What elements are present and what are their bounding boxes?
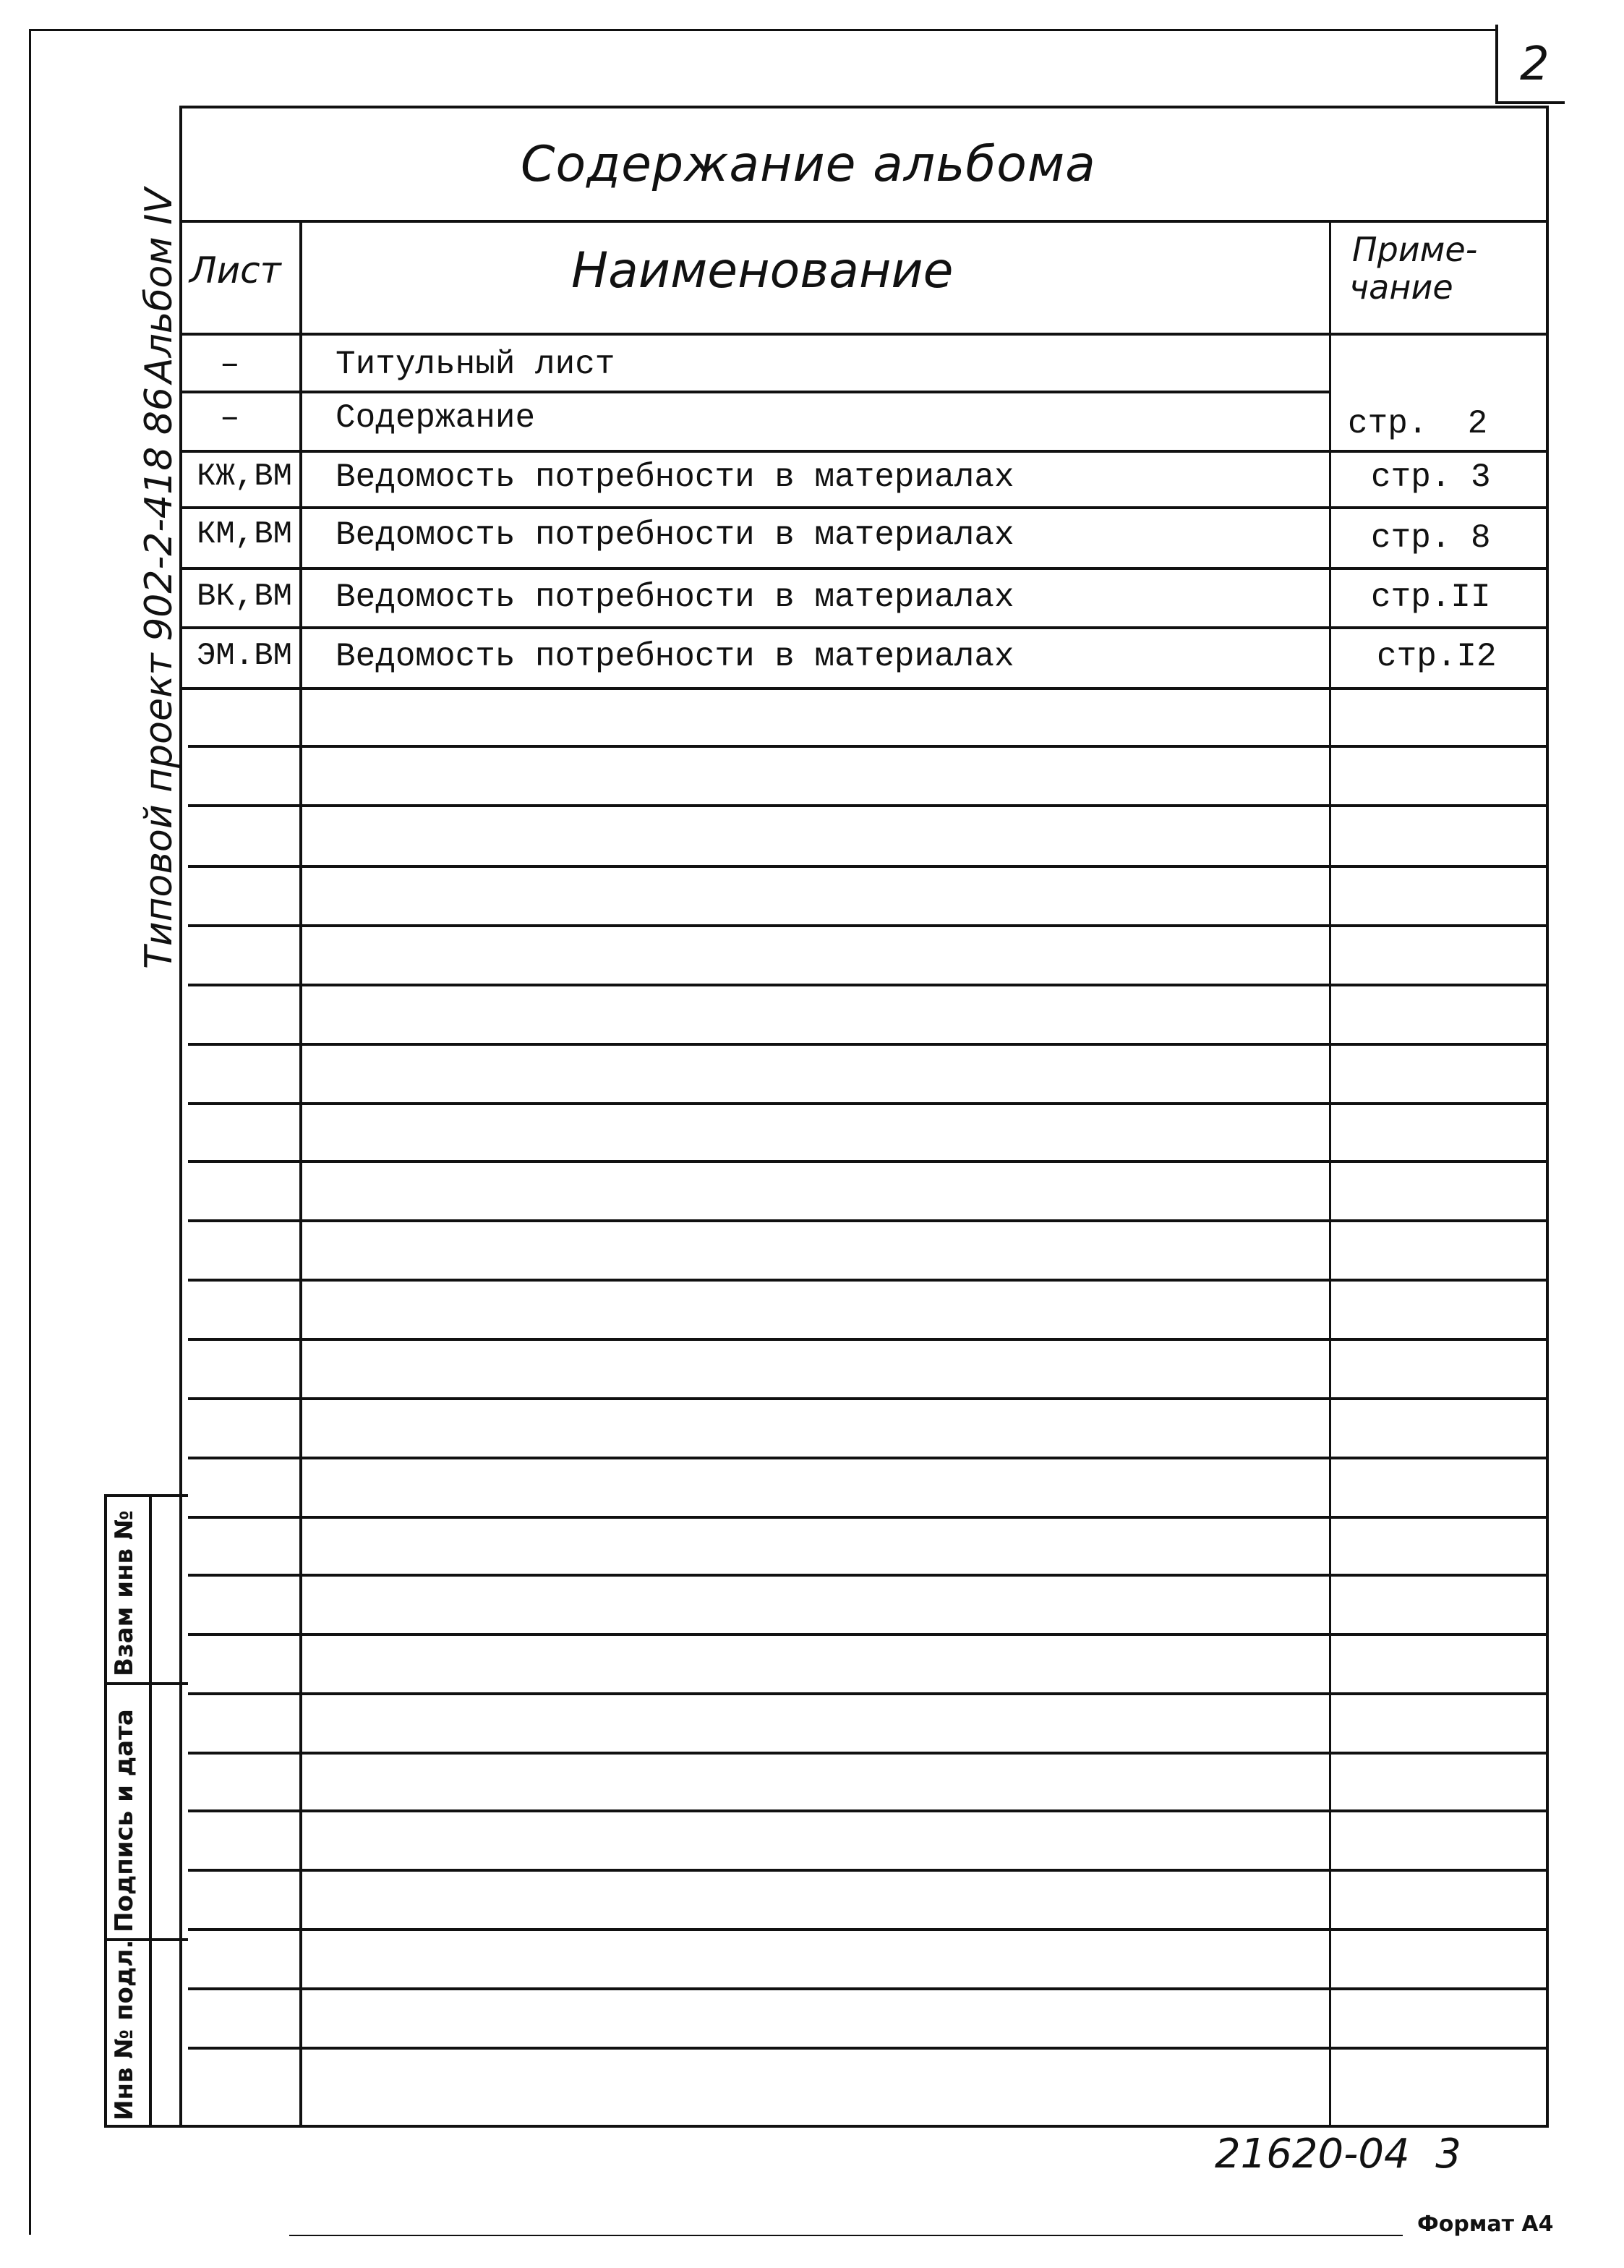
row-note: стр. 3 — [1371, 459, 1491, 496]
row-sheet: ЭМ.ВМ — [197, 638, 293, 674]
main-frame-right — [1546, 106, 1549, 2128]
row-divider — [188, 1043, 1546, 1046]
row-divider — [188, 1752, 1546, 1755]
row-sheet: КМ,ВМ — [197, 516, 293, 553]
stamp-label-inv-podl: Инв № подл. — [110, 1939, 139, 2120]
row-divider — [188, 1692, 1546, 1695]
row-divider — [188, 865, 1546, 868]
side-label-album: Альбом IV — [137, 187, 181, 383]
row-note: стр. 8 — [1371, 519, 1491, 557]
stamp-label-vzam-inv: Взам инв № — [110, 1510, 139, 1676]
row-divider — [179, 450, 1546, 453]
row-sheet: КЖ,ВМ — [197, 459, 293, 495]
row-name: Титульный лист — [336, 346, 615, 383]
page-number-box-left — [1495, 25, 1498, 103]
outer-left-border — [29, 29, 31, 2235]
column-header-sheet: Лист — [189, 250, 281, 291]
footer-rule — [289, 2235, 1403, 2236]
row-divider — [179, 626, 1546, 629]
side-label-project: Типовой проект 902-2-418 86 — [137, 386, 181, 969]
row-note: стр.I2 — [1377, 638, 1497, 675]
stamp-bottom-border — [104, 2125, 188, 2128]
page-number: 2 — [1520, 38, 1550, 91]
outer-top-border — [29, 29, 1497, 31]
row-divider — [188, 1928, 1546, 1931]
row-divider — [188, 1574, 1546, 1577]
row-divider — [188, 1516, 1546, 1519]
stamp-label-podpis-data: Подпись и дата — [110, 1709, 139, 1932]
row-name: Ведомость потребности в материалах — [336, 579, 1014, 616]
row-name: Ведомость потребности в материалах — [336, 516, 1014, 554]
title-divider — [179, 220, 1546, 223]
row-divider — [188, 984, 1546, 986]
row-divider — [188, 1633, 1546, 1636]
row-note: стр. 2 — [1348, 405, 1488, 443]
row-sheet: – — [220, 399, 240, 437]
main-frame-bottom — [179, 2125, 1549, 2128]
page-title: Содержание альбома — [521, 136, 1096, 193]
stamp-top-border — [104, 1494, 188, 1497]
row-divider — [188, 1869, 1546, 1872]
main-frame-top — [179, 106, 1546, 108]
row-sheet: ВК,ВМ — [197, 579, 293, 615]
row-note: стр.II — [1371, 579, 1491, 616]
stamp-divider — [104, 1682, 188, 1685]
row-divider — [188, 1279, 1546, 1282]
stamp-inner-border — [149, 1494, 152, 2128]
format-label: Формат А4 — [1417, 2212, 1554, 2237]
row-divider — [188, 2047, 1546, 2050]
row-name: Ведомость потребности в материалах — [336, 459, 1014, 496]
row-divider — [188, 804, 1546, 807]
row-name: Содержание — [336, 399, 536, 437]
row-divider — [188, 1457, 1546, 1459]
row-divider — [188, 1338, 1546, 1341]
row-divider — [188, 1397, 1546, 1400]
row-divider — [188, 1160, 1546, 1163]
column-header-note-line2: чание — [1349, 268, 1453, 307]
footer-document-number: 21620-04 3 — [1215, 2131, 1461, 2178]
row-sheet: – — [220, 346, 240, 383]
row-divider — [188, 1102, 1546, 1105]
row-name: Ведомость потребности в материалах — [336, 638, 1014, 675]
column-header-note-line1: Приме- — [1352, 230, 1478, 269]
row-divider — [188, 924, 1546, 927]
header-divider — [179, 333, 1546, 336]
row-divider — [179, 687, 1546, 690]
column-header-name: Наименование — [571, 242, 954, 299]
row-divider — [188, 1809, 1546, 1812]
stamp-left-border — [104, 1494, 107, 2128]
row-divider — [179, 567, 1546, 570]
row-divider — [179, 391, 1329, 393]
row-divider — [188, 745, 1546, 748]
row-divider — [188, 1987, 1546, 1990]
row-divider — [179, 506, 1546, 509]
row-divider — [188, 1219, 1546, 1222]
page-number-box-bottom — [1495, 101, 1565, 104]
